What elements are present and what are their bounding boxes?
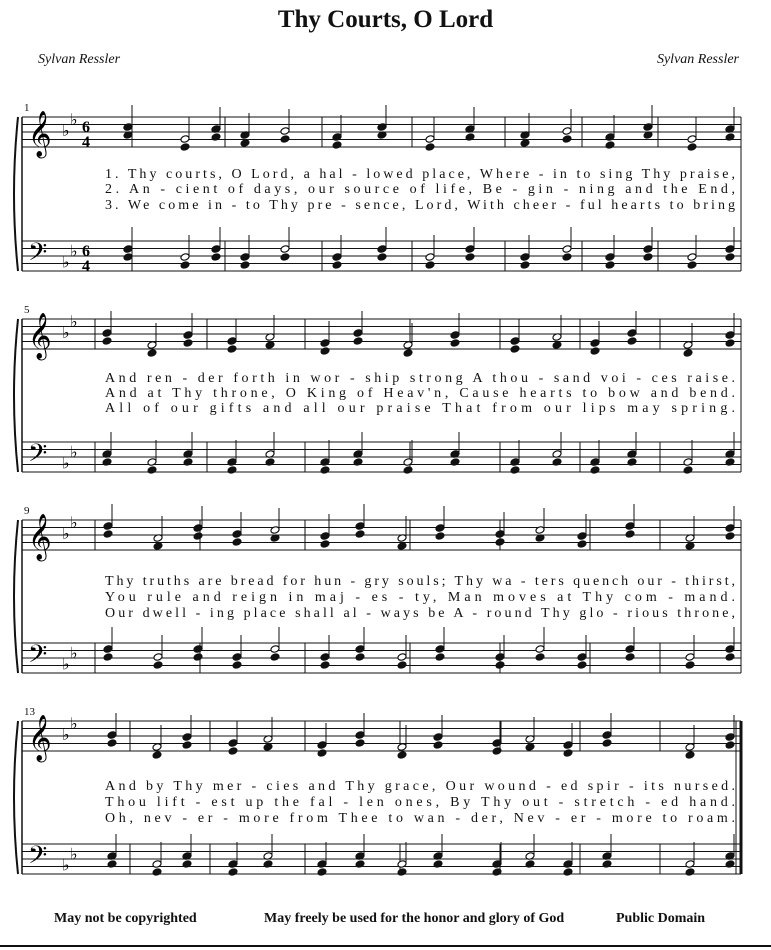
flat-icon: ♭ xyxy=(70,713,78,733)
lyric-verse-line: 2. An - cient of days, our source of life, Be - gin - ning and the End, xyxy=(105,182,735,197)
notehead xyxy=(625,645,635,654)
notehead xyxy=(605,261,615,270)
notehead xyxy=(147,341,157,350)
notehead xyxy=(320,466,330,475)
flat-icon: ♭ xyxy=(62,453,70,473)
measure-number: 1 xyxy=(24,102,30,114)
time-signature: 4 xyxy=(82,134,90,151)
notehead xyxy=(332,261,342,270)
notehead xyxy=(562,245,572,254)
notehead xyxy=(107,739,117,748)
notehead xyxy=(725,532,735,541)
notehead xyxy=(425,143,435,152)
notehead xyxy=(180,135,190,144)
notehead xyxy=(102,337,112,346)
notehead xyxy=(355,530,365,539)
notehead xyxy=(425,261,435,270)
notehead xyxy=(687,261,697,270)
measure-number: 5 xyxy=(24,304,30,316)
notehead xyxy=(683,349,693,358)
notehead xyxy=(552,341,562,350)
notehead xyxy=(153,542,163,551)
notehead xyxy=(193,524,203,533)
notehead xyxy=(320,339,330,348)
lyric-verse-line: And at Thy throne, O King of Heav'n, Cause hearts to bow and bend. xyxy=(105,386,736,401)
notehead xyxy=(232,653,242,662)
notehead xyxy=(495,530,505,539)
notehead xyxy=(228,747,238,756)
notehead xyxy=(193,653,203,662)
notehead xyxy=(227,345,237,354)
treble-clef-icon: 𝄞 xyxy=(28,514,52,560)
notehead xyxy=(183,331,193,340)
treble-clef-icon: 𝄞 xyxy=(28,715,52,761)
bass-clef-icon: 𝄢 xyxy=(28,439,48,474)
notehead xyxy=(495,653,505,662)
footer-usage-note: May freely be used for the honor and glory of God xyxy=(264,911,565,926)
notehead xyxy=(403,466,413,475)
notehead xyxy=(232,661,242,670)
notehead xyxy=(317,741,327,750)
lyric-verse-line: Thy truths are bread for hun - gry souls; Thy wa - ters quench our - thirst, xyxy=(105,574,736,589)
notehead xyxy=(270,653,280,662)
flat-icon: ♭ xyxy=(70,442,78,462)
notehead xyxy=(280,253,290,262)
notehead xyxy=(152,743,162,752)
notehead xyxy=(685,743,695,752)
bass-clef-icon: 𝄢 xyxy=(28,640,48,675)
lyric-verse-line: And by Thy mer - cies and Thy grace, Our wound - ed spir - its nursed. xyxy=(105,779,735,794)
notehead xyxy=(397,743,407,752)
notehead xyxy=(625,530,635,539)
notehead xyxy=(152,868,162,877)
notehead xyxy=(433,733,443,742)
notehead xyxy=(227,337,237,346)
treble-clef-icon: 𝄞 xyxy=(28,313,52,359)
notehead xyxy=(435,645,445,654)
notehead xyxy=(180,143,190,152)
notehead xyxy=(563,741,573,750)
notehead xyxy=(685,868,695,877)
notehead xyxy=(182,741,192,750)
notehead xyxy=(465,245,475,254)
notehead xyxy=(232,530,242,539)
hymn-title: Thy Courts, O Lord xyxy=(277,6,494,33)
notehead xyxy=(211,245,221,254)
notehead xyxy=(280,245,290,254)
notehead xyxy=(403,341,413,350)
notehead xyxy=(153,653,163,662)
lyric-verse-line: Oh, nev - er - more from Thee to wan - der, Nev - er - more to roam. xyxy=(105,811,736,826)
notehead xyxy=(520,139,530,148)
system-bracket xyxy=(14,520,18,673)
notehead xyxy=(563,749,573,758)
notehead xyxy=(320,347,330,356)
notehead xyxy=(183,339,193,348)
lyric-verse-line: All of our gifts and all our praise That from our lips may spring. xyxy=(105,401,736,416)
notehead xyxy=(355,739,365,748)
notehead xyxy=(355,731,365,740)
notehead xyxy=(725,253,735,262)
notehead xyxy=(147,349,157,358)
notehead xyxy=(525,743,535,752)
flat-icon: ♭ xyxy=(62,725,70,744)
flat-icon: ♭ xyxy=(62,323,70,342)
flat-icon: ♭ xyxy=(70,311,78,331)
notehead xyxy=(280,135,290,144)
notehead xyxy=(240,139,250,148)
flat-icon: ♭ xyxy=(70,643,78,663)
notehead xyxy=(353,329,363,338)
system-bracket xyxy=(14,319,18,472)
notehead xyxy=(643,253,653,262)
measure-number: 13 xyxy=(24,706,35,718)
notehead xyxy=(683,341,693,350)
notehead xyxy=(403,349,413,358)
notehead xyxy=(562,253,572,262)
notehead xyxy=(228,868,238,877)
notehead xyxy=(450,339,460,348)
notehead xyxy=(332,141,342,150)
notehead xyxy=(123,253,133,262)
lyric-verse-line: Thou lift - est up the fal - len ones, By Thy out - stretch - ed hand. xyxy=(105,795,736,810)
system-bracket xyxy=(14,117,18,271)
notehead xyxy=(355,522,365,531)
notehead xyxy=(577,540,587,549)
footer-public-domain: Public Domain xyxy=(616,911,706,926)
notehead xyxy=(577,661,587,670)
notehead xyxy=(265,341,275,350)
notehead xyxy=(355,653,365,662)
notehead xyxy=(687,253,697,262)
notehead xyxy=(510,337,520,346)
notehead xyxy=(102,329,112,338)
treble-clef-icon: 𝄞 xyxy=(28,111,52,157)
flat-icon: ♭ xyxy=(70,844,78,864)
notehead xyxy=(685,661,695,670)
composer-credit: Sylvan Ressler xyxy=(38,52,121,67)
notehead xyxy=(685,751,695,760)
notehead xyxy=(492,868,502,877)
lyric-verse-line: 1. Thy courts, O Lord, a hal - lowed place, Where - in to sing Thy praise, xyxy=(105,167,736,182)
flat-icon: ♭ xyxy=(62,654,70,674)
notehead xyxy=(625,653,635,662)
notehead xyxy=(435,524,445,533)
page-bottom-rule xyxy=(0,945,771,947)
notehead xyxy=(510,466,520,475)
notehead xyxy=(435,653,445,662)
flat-icon: ♭ xyxy=(62,121,70,140)
notehead xyxy=(123,245,133,254)
notehead xyxy=(152,751,162,760)
notehead xyxy=(433,741,443,750)
notehead xyxy=(180,261,190,270)
notehead xyxy=(725,653,735,662)
notehead xyxy=(605,141,615,150)
notehead xyxy=(280,127,290,136)
notehead xyxy=(685,542,695,551)
notehead xyxy=(577,653,587,662)
notehead xyxy=(520,261,530,270)
notehead xyxy=(535,645,545,654)
notehead xyxy=(725,245,735,254)
lyricist-credit: Sylvan Ressler xyxy=(656,52,739,67)
notehead xyxy=(240,261,250,270)
notehead xyxy=(535,653,545,662)
notehead xyxy=(590,339,600,348)
notehead xyxy=(590,347,600,356)
notehead xyxy=(687,135,697,144)
notehead xyxy=(495,538,505,547)
notehead xyxy=(725,733,735,742)
time-signature: 6 xyxy=(82,119,90,136)
notehead xyxy=(377,253,387,262)
notehead xyxy=(562,127,572,136)
flat-icon: ♭ xyxy=(62,252,70,272)
time-signature: 4 xyxy=(82,258,90,275)
lyric-verse-line: 3. We come in - to Thy pre - sence, Lord, With cheer - ful hearts to bring xyxy=(105,198,736,213)
flat-icon: ♭ xyxy=(70,512,78,532)
notehead xyxy=(270,645,280,654)
time-signature: 6 xyxy=(82,243,90,260)
notehead xyxy=(320,653,330,662)
notehead xyxy=(397,868,407,877)
lyric-verse-line: And ren - der forth in wor - ship strong A thou - sand voi - ces raise. xyxy=(105,371,736,386)
notehead xyxy=(211,253,221,262)
notehead xyxy=(317,868,327,877)
notehead xyxy=(377,245,387,254)
notehead xyxy=(263,743,273,752)
notehead xyxy=(435,532,445,541)
notehead xyxy=(495,661,505,670)
notehead xyxy=(147,466,157,475)
notehead xyxy=(725,645,735,654)
notehead xyxy=(107,731,117,740)
flat-icon: ♭ xyxy=(62,855,70,875)
notehead xyxy=(685,653,695,662)
notehead xyxy=(103,530,113,539)
notehead xyxy=(103,653,113,662)
notehead xyxy=(353,337,363,346)
notehead xyxy=(397,653,407,662)
notehead xyxy=(425,253,435,262)
flat-icon: ♭ xyxy=(62,524,70,543)
notehead xyxy=(725,741,735,750)
bass-clef-icon: 𝄢 xyxy=(28,238,48,273)
notehead xyxy=(602,739,612,748)
system-bracket xyxy=(14,721,18,874)
notehead xyxy=(193,645,203,654)
notehead xyxy=(725,524,735,533)
notehead xyxy=(240,253,250,262)
notehead xyxy=(397,751,407,760)
notehead xyxy=(590,466,600,475)
notehead xyxy=(520,253,530,262)
flat-icon: ♭ xyxy=(70,241,78,261)
footer-copyright-note: May not be copyrighted xyxy=(54,911,197,926)
notehead xyxy=(450,331,460,340)
notehead xyxy=(227,466,237,475)
notehead xyxy=(397,661,407,670)
notehead xyxy=(563,868,573,877)
measure-number: 9 xyxy=(24,505,30,517)
notehead xyxy=(182,733,192,742)
notehead xyxy=(232,538,242,547)
notehead xyxy=(193,532,203,541)
notehead xyxy=(602,731,612,740)
notehead xyxy=(627,329,637,338)
notehead xyxy=(683,466,693,475)
notehead xyxy=(320,540,330,549)
notehead xyxy=(725,339,735,348)
notehead xyxy=(510,345,520,354)
notehead xyxy=(180,253,190,262)
notehead xyxy=(397,542,407,551)
lyric-verse-line: Our dwell - ing place shall al - ways be A - round Thy glo - rious throne, xyxy=(105,606,735,621)
notehead xyxy=(332,253,342,262)
notehead xyxy=(465,253,475,262)
notehead xyxy=(725,331,735,340)
notehead xyxy=(103,645,113,654)
notehead xyxy=(577,532,587,541)
notehead xyxy=(492,747,502,756)
bass-clef-icon: 𝄢 xyxy=(28,841,48,876)
notehead xyxy=(687,143,697,152)
notehead xyxy=(228,739,238,748)
lyric-verse-line: You rule and reign in maj - es - ty, Man moves at Thy com - mand. xyxy=(105,590,735,605)
notehead xyxy=(320,532,330,541)
notehead xyxy=(605,253,615,262)
notehead xyxy=(317,749,327,758)
notehead xyxy=(320,661,330,670)
notehead xyxy=(625,522,635,531)
notehead xyxy=(153,661,163,670)
notehead xyxy=(425,135,435,144)
flat-icon: ♭ xyxy=(70,109,78,129)
notehead xyxy=(643,245,653,254)
notehead xyxy=(103,522,113,531)
notehead xyxy=(627,337,637,346)
notehead xyxy=(355,645,365,654)
notehead xyxy=(562,135,572,144)
